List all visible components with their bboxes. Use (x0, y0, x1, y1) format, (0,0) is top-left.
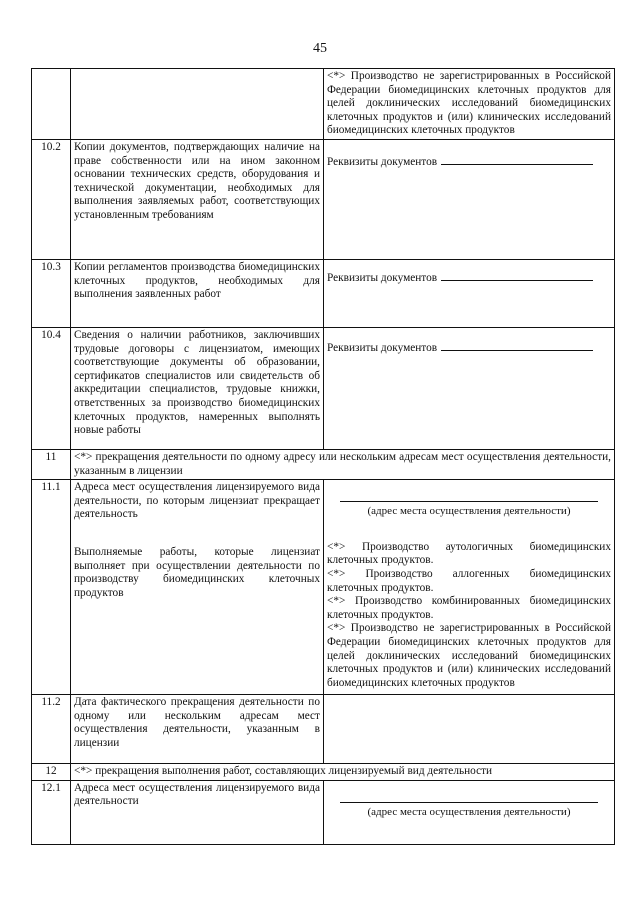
option-allogeneic[interactable]: <*> Производство аллогенных биомедицинских клеточных продуктов. (327, 567, 611, 594)
row-description: Копии регламентов производства биомедицинских клеточных продуктов, необходимых для выполнения заявленных работ (71, 259, 324, 327)
row-description: Сведения о наличии работников, заключивших трудовые договоры с лицензиатом, имеющих соответствующие документы об образовании, сертификатов специалистов или свидетельств об аккредитации специалистов, трудовые книжки, ответственных за производство биомедицинских клеточных продуктов, намеренных выполнять новые работы (71, 327, 324, 449)
row-number: 11 (32, 449, 71, 479)
requisites-cell (324, 327, 615, 449)
option-nonregistered-products[interactable]: <*> Производство не зарегистрированных в Российской Федерации биомедицинских клеточных продуктов для целей доклинических исследований биомедицинских клеточных продуктов и (или) клинических исследований биомедицинских клеточных продуктов (327, 622, 611, 689)
options-cell (324, 480, 615, 695)
address-caption: (адрес места осуществления деятельности) (367, 505, 571, 518)
address-input-line[interactable] (340, 501, 598, 502)
requisites-label: Реквизиты документов (327, 271, 438, 284)
row-number: 10.2 (32, 139, 71, 259)
row-description: Адреса мест осуществления лицензируемого вида деятельности (71, 780, 324, 844)
addresses-description: Адреса мест осуществления лицензируемого вида деятельности, по которым лицензиат прекращает деятельность (74, 481, 320, 521)
license-form-table (31, 68, 615, 845)
table-row (32, 139, 615, 259)
table-row (32, 69, 615, 140)
requisites-input-line[interactable] (441, 271, 593, 281)
table-row (32, 764, 615, 781)
row-number: 11.2 (32, 695, 71, 764)
requisites-label: Реквизиты документов (327, 341, 438, 354)
row-description (71, 69, 324, 140)
row-number: 12.1 (32, 780, 71, 844)
section-heading-termination-of-works[interactable]: <*> прекращения выполнения работ, составляющих лицензируемый вид деятельности (71, 764, 615, 781)
date-input-cell[interactable] (324, 695, 615, 764)
row-description: Дата фактического прекращения деятельности по одному или нескольким адресам мест осуществления деятельности, указанным в лицензии (71, 695, 324, 764)
row-number: 11.1 (32, 480, 71, 695)
address-cell (324, 780, 615, 844)
works-description: Выполняемые работы, которые лицензиат выполняет при осуществлении деятельности по производству биомедицинских клеточных продуктов (74, 545, 320, 599)
requisites-label: Реквизиты документов (327, 155, 438, 168)
table-row (32, 480, 615, 695)
section-heading-termination-by-address[interactable]: <*> прекращения деятельности по одному адресу или нескольким адресам мест осуществления деятельности, указанным в лицензии (71, 449, 615, 479)
requisites-cell (324, 259, 615, 327)
row-description: Копии документов, подтверждающих наличие на праве собственности или на ином законном основании технических средств, оборудования и технической документации, необходимых для выполнения заявляемых работ, соответствующих установленным требованиям (71, 139, 324, 259)
requisites-cell (324, 139, 615, 259)
table-row (32, 259, 615, 327)
option-combined[interactable]: <*> Производство комбинированных биомедицинских клеточных продуктов. (327, 595, 611, 621)
option-autologous[interactable]: <*> Производство аутологичных биомедицинских клеточных продуктов. (327, 540, 611, 567)
row-number: 12 (32, 764, 71, 781)
address-input-line[interactable] (340, 802, 598, 803)
table-row (32, 695, 615, 764)
row-number (32, 69, 71, 140)
requisites-input-line[interactable] (441, 155, 593, 165)
table-row (32, 449, 615, 479)
row-number: 10.3 (32, 259, 71, 327)
table-row (32, 780, 615, 844)
table-row (32, 327, 615, 449)
address-caption: (адрес места осуществления деятельности) (367, 805, 571, 818)
requisites-input-line[interactable] (441, 341, 593, 351)
row-description (71, 480, 324, 695)
page-number: 45 (313, 41, 327, 56)
option-nonregistered-products[interactable]: <*> Производство не зарегистрированных в Российской Федерации биомедицинских клеточных продуктов для целей доклинических исследований биомедицинских клеточных продуктов и (или) клинических исследований биомедицинских клеточных продуктов (324, 69, 615, 140)
row-number: 10.4 (32, 327, 71, 449)
